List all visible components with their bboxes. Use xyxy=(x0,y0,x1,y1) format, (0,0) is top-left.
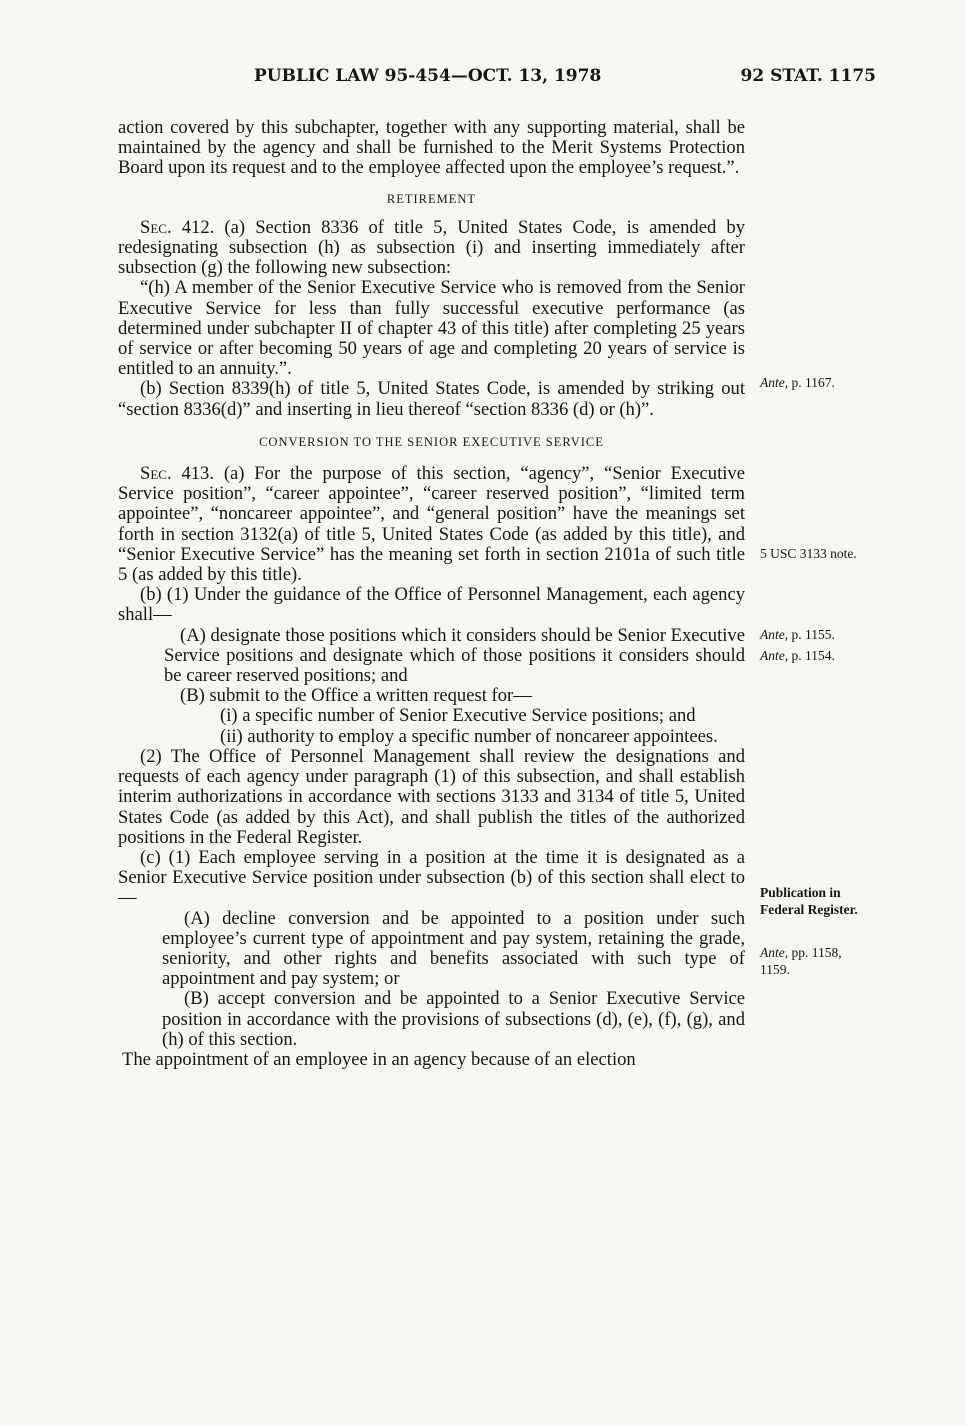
sec-412-b: (b) Section 8339(h) of title 5, United States Code, is amended by striking out “section 8336(d)” and inserting in lieu thereof “section 8336 (d) or (h)”. xyxy=(118,378,745,420)
last-line: The appointment of an employee in an agency because of an election xyxy=(122,1048,636,1070)
sec-413-c1-B: (B) accept conversion and be appointed to a Senior Executive Service position in accordance with the provisions of subsections (d), (e), (f), (g), and (h) of this section. xyxy=(162,988,745,1050)
header-title: PUBLIC LAW 95-454—OCT. 13, 1978 xyxy=(254,66,602,86)
sec-413-b2: (2) The Office of Personnel Management shall review the designations and requests of each agency under paragraph (1) of this subsection, and shall establish interim authorizations in accordance with sections 3133 and 3134 of title 5, United States Code (as added by this Act), and shall publish the titles of the authorized positions in the Federal Register. xyxy=(118,745,745,848)
sec-412-a-text: 412. (a) Section 8336 of title 5, United States Code, is amended by redesignating subsection (h) as subsection (i) and inserting immediately after subsection (g) the following new subsection: xyxy=(118,216,745,279)
heading-conversion: CONVERSION TO THE SENIOR EXECUTIVE SERVICE xyxy=(259,434,604,449)
sec-413-b1: (b) (1) Under the guidance of the Office of Personnel Management, each agency shall— xyxy=(118,584,745,626)
margin-note-ante-1167: Ante, p. 1167. xyxy=(760,375,835,390)
sec-412-h: “(h) A member of the Senior Executive Service who is removed from the Senior Executive Service for less than fully successful executive performance (as determined under subchapter II of chapter 43 of this title) after completing 25 years of service or after becoming 50 years of age and completing 20 years of service is entitled to an annuity.”. xyxy=(118,277,745,380)
sec-413-b1-A: (A) designate those positions which it considers should be Senior Executive Service positions and designate which of those positions it considers should be career reserved positions; and xyxy=(164,624,745,687)
margin-note-ante-1155: Ante, p. 1155. xyxy=(760,627,835,642)
sec-412-a xyxy=(118,218,745,279)
margin-note-usc-3133: 5 USC 3133 note. xyxy=(760,546,857,561)
margin-note-ante-1158: Ante, pp. 1158, 1159. xyxy=(760,945,842,977)
sec-label: Sec. xyxy=(140,463,172,485)
body-text xyxy=(118,118,745,1070)
sec-413-b1-B-i: (i) a specific number of Senior Executive Service positions; and xyxy=(220,705,696,727)
sec-413-b1-B-ii: (ii) authority to employ a specific number of noncareer appointees. xyxy=(220,725,718,747)
sec-label: Sec. xyxy=(140,216,172,238)
sec-413-a xyxy=(118,464,745,585)
sec-413-b1-B: (B) submit to the Office a written request for— xyxy=(180,685,532,707)
margin-note-ante-1154: Ante, p. 1154. xyxy=(760,648,835,663)
sec-413-c1: (c) (1) Each employee serving in a position at the time it is designated as a Senior Executive Service position under subsection (b) of this section shall elect to— xyxy=(118,846,745,909)
header-stat-page: 92 STAT. 1175 xyxy=(740,66,876,86)
margin-note-publication: Publication in Federal Register. xyxy=(760,885,858,917)
heading-retirement: RETIREMENT xyxy=(386,191,477,206)
sec-413-c1-A: (A) decline conversion and be appointed to a position under such employee’s current type of appointment and pay system, retaining the grade, seniority, and other rights and benefits associated with such type of appointment and pay system; or xyxy=(162,907,745,990)
sec-413-a-text: 413. (a) For the purpose of this section, “agency”, “Senior Executive Service position”, “career appointee”, “career reserved position”, “limited term appointee”, “noncareer appointee”, and “general position” have the meanings set forth in section 3132(a) of title 5, United States Code (as added by this title), and “Senior Executive Service” has the meaning set forth in section 2101a of such title 5 (as added by this title). xyxy=(118,463,745,586)
paragraph-continuation: action covered by this subchapter, together with any supporting material, shall be maintained by the agency and shall be furnished to the Merit Systems Protection Board upon its request and to the employee affected upon the employee’s request.”. xyxy=(118,117,745,179)
